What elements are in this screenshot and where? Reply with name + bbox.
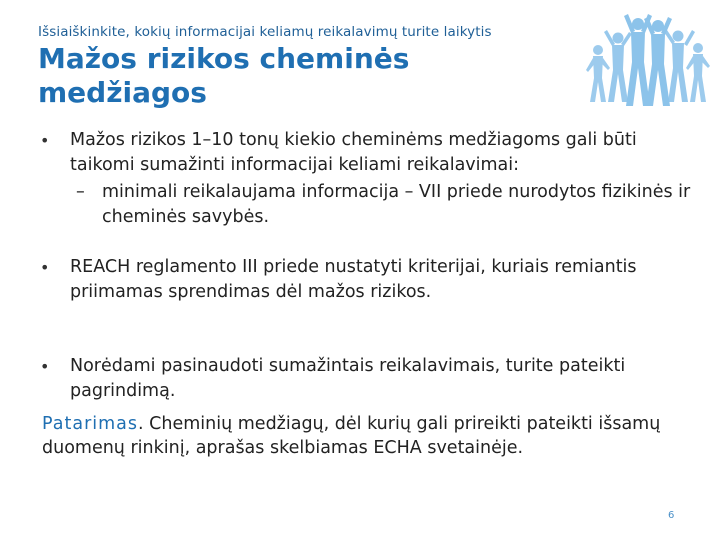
sub-bullet-text: minimali reikalaujama informacija – VII priede nurodytos fizikinės ir cheminės savybės. (102, 182, 691, 227)
page-number: 6 (668, 510, 675, 521)
runners-icon (582, 10, 714, 112)
bullet-text: REACH reglamento III priede nustatyti kriterijai, kuriais remiantis priimamas sprendimas dėl mažos rizikos. (70, 257, 637, 302)
bullet-item (38, 128, 698, 178)
bullet-item (38, 255, 698, 305)
slide-content (38, 128, 698, 404)
slide-title: Mažos rizikos cheminės medžiagos (38, 42, 410, 109)
sub-bullet-item (38, 180, 698, 230)
slide-kicker: Išsiaiškinkite, kokių informacijai keliamų reikalavimų turite laikytis (38, 24, 492, 40)
bullet-marker: • (40, 357, 50, 376)
tip-paragraph (42, 412, 662, 460)
bullet-marker: • (40, 258, 50, 277)
bullet-text: Mažos rizikos 1–10 tonų kiekio cheminėms medžiagoms gali būti taikomi sumažinti informacijai keliami reikalavimai: (70, 130, 637, 175)
runner-figure (644, 17, 672, 106)
tip-text: . Cheminių medžiagų, dėl kurių gali prireikti pateikti išsamų duomenų rinkinį, aprašas skelbiamas ECHA svetainėje. (42, 414, 661, 458)
runner-figure (624, 14, 652, 106)
runner-figure (686, 43, 710, 102)
sub-bullet-marker: – (76, 182, 85, 202)
bullet-marker: • (40, 131, 50, 150)
bullet-text: Norėdami pasinaudoti sumažintais reikalavimais, turite pateikti pagrindimą. (70, 356, 626, 401)
tip-label: Patarimas (42, 414, 139, 434)
runner-figure (586, 45, 610, 102)
bullet-item (38, 354, 698, 404)
